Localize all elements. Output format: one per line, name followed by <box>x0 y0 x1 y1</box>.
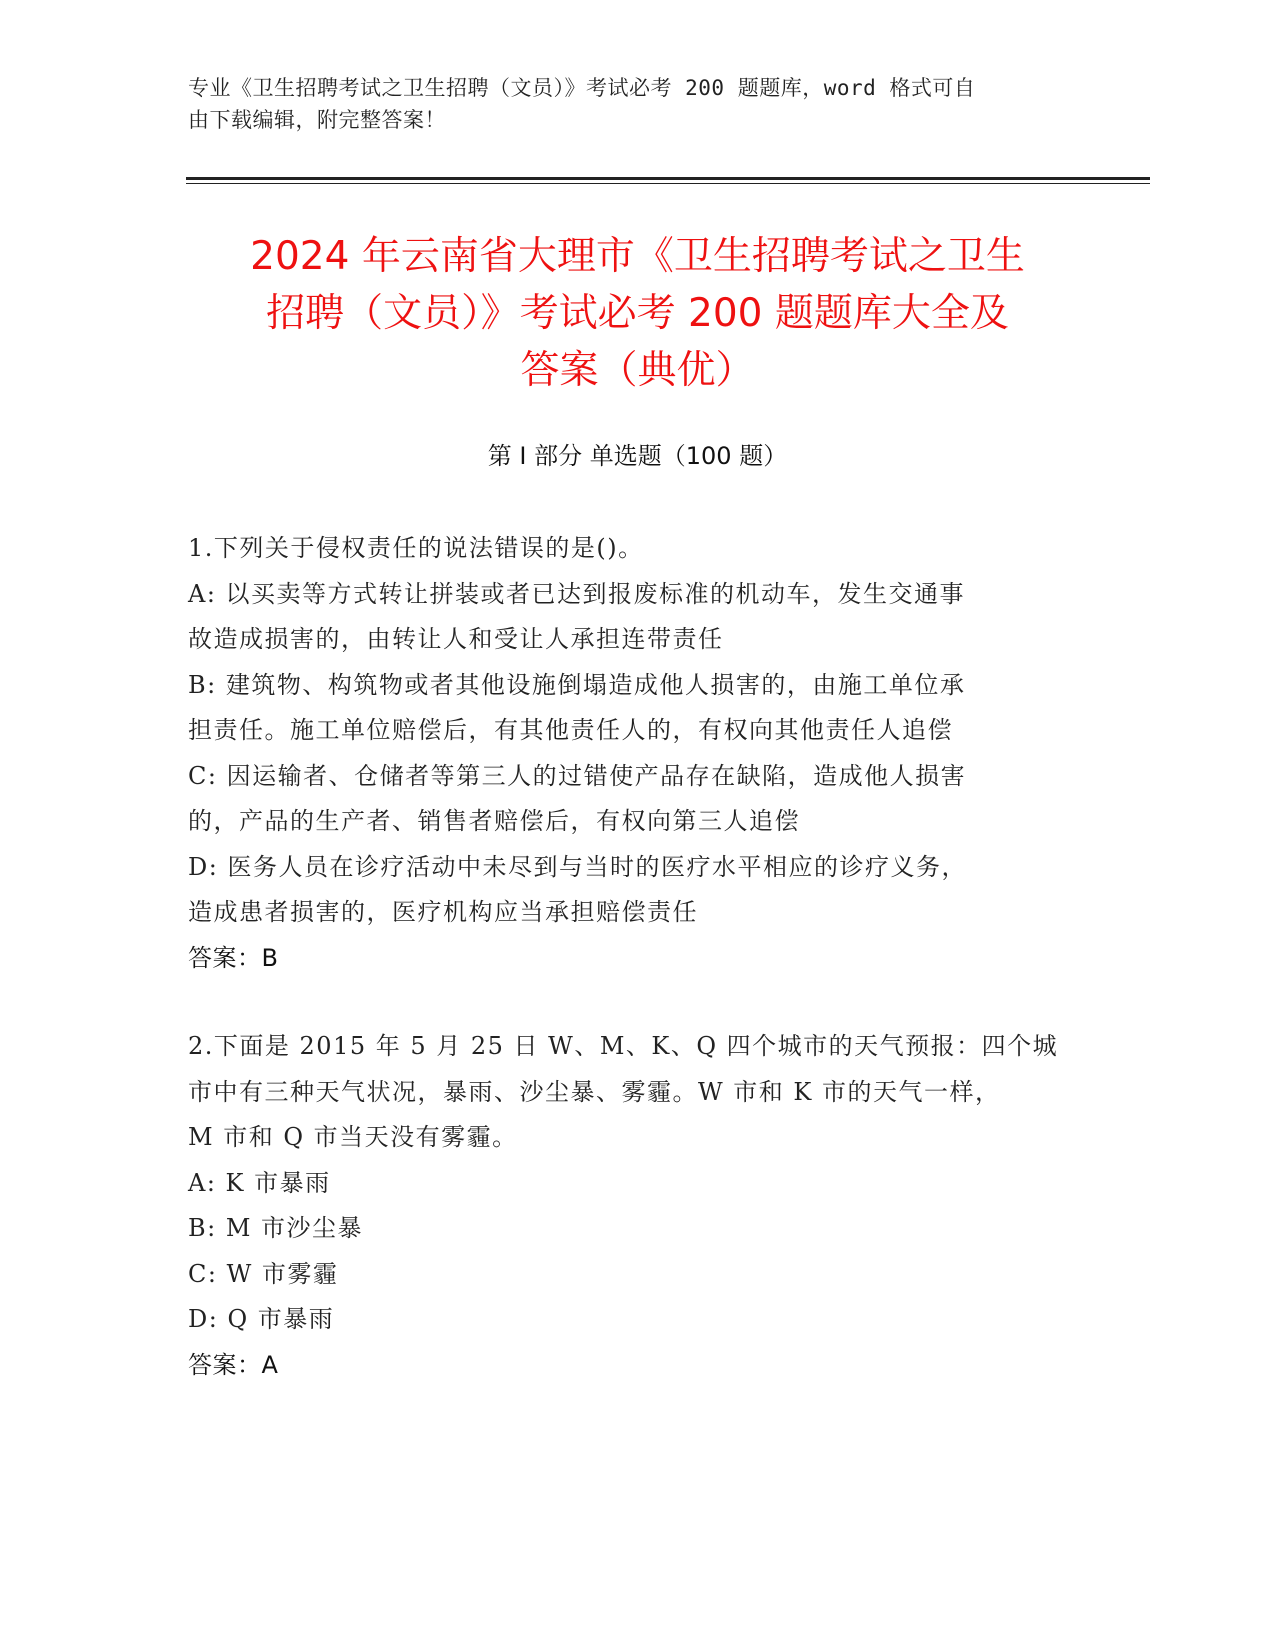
question-stem: 2.下面是 2015 年 5 月 25 日 W、M、K、Q 四个城市的天气预报：四个城 <box>188 1032 1059 1060</box>
question-stem: M 市和 Q 市当天没有雾霾。 <box>188 1123 518 1151</box>
document-title-line: 答案（典优） <box>520 348 755 393</box>
option-line: 的，产品的生产者、销售者赔偿后，有权向第三人追偿 <box>188 807 800 835</box>
header-note-line: 专业《卫生招聘考试之卫生招聘（文员）》考试必考 200 题题库，word 格式可自 <box>188 76 976 100</box>
question-stem: 1.下列关于侵权责任的说法错误的是()。 <box>188 534 644 562</box>
answer-line: 答案：A <box>188 1350 279 1379</box>
header-divider-thin <box>186 183 1150 184</box>
option-line: A: 以买卖等方式转让拼装或者已达到报废标准的机动车，发生交通事 <box>188 579 966 608</box>
option-line: C: W 市雾霾 <box>188 1259 339 1288</box>
option-line: B: M 市沙尘暴 <box>188 1214 364 1242</box>
option-line: 故造成损害的，由转让人和受让人承担连带责任 <box>188 625 724 653</box>
option-line: 造成患者损害的，医疗机构应当承担赔偿责任 <box>188 898 698 926</box>
option-line: B: 建筑物、构筑物或者其他设施倒塌造成他人损害的，由施工单位承 <box>188 670 966 699</box>
document-title <box>150 228 1125 399</box>
option-line: D: Q 市暴雨 <box>188 1305 335 1333</box>
header-note <box>188 72 1088 136</box>
question-stem: 市中有三种天气状况，暴雨、沙尘暴、雾霾。W 市和 K 市的天气一样， <box>188 1077 1001 1106</box>
option-line: D: 医务人员在诊疗活动中未尽到与当时的医疗水平相应的诊疗义务， <box>188 852 967 881</box>
option-line: 担责任。施工单位赔偿后，有其他责任人的，有权向其他责任人追偿 <box>188 716 953 744</box>
option-line: A: K 市暴雨 <box>188 1168 331 1197</box>
header-divider-thick <box>186 177 1150 180</box>
question-block <box>188 526 1078 981</box>
header-note-line: 由下载编辑，附完整答案！ <box>188 108 446 132</box>
option-line: C: 因运输者、仓储者等第三人的过错使产品存在缺陷，造成他人损害 <box>188 761 967 790</box>
answer-line: 答案：B <box>188 943 279 972</box>
document-title-line: 2024 年云南省大理市《卫生招聘考试之卫生 <box>250 234 1025 279</box>
section-heading: 第 I 部分 单选题（100 题） <box>487 442 788 470</box>
question-block <box>188 1024 1078 1388</box>
document-title-line: 招聘（文员）》考试必考 200 题题库大全及 <box>266 291 1009 336</box>
